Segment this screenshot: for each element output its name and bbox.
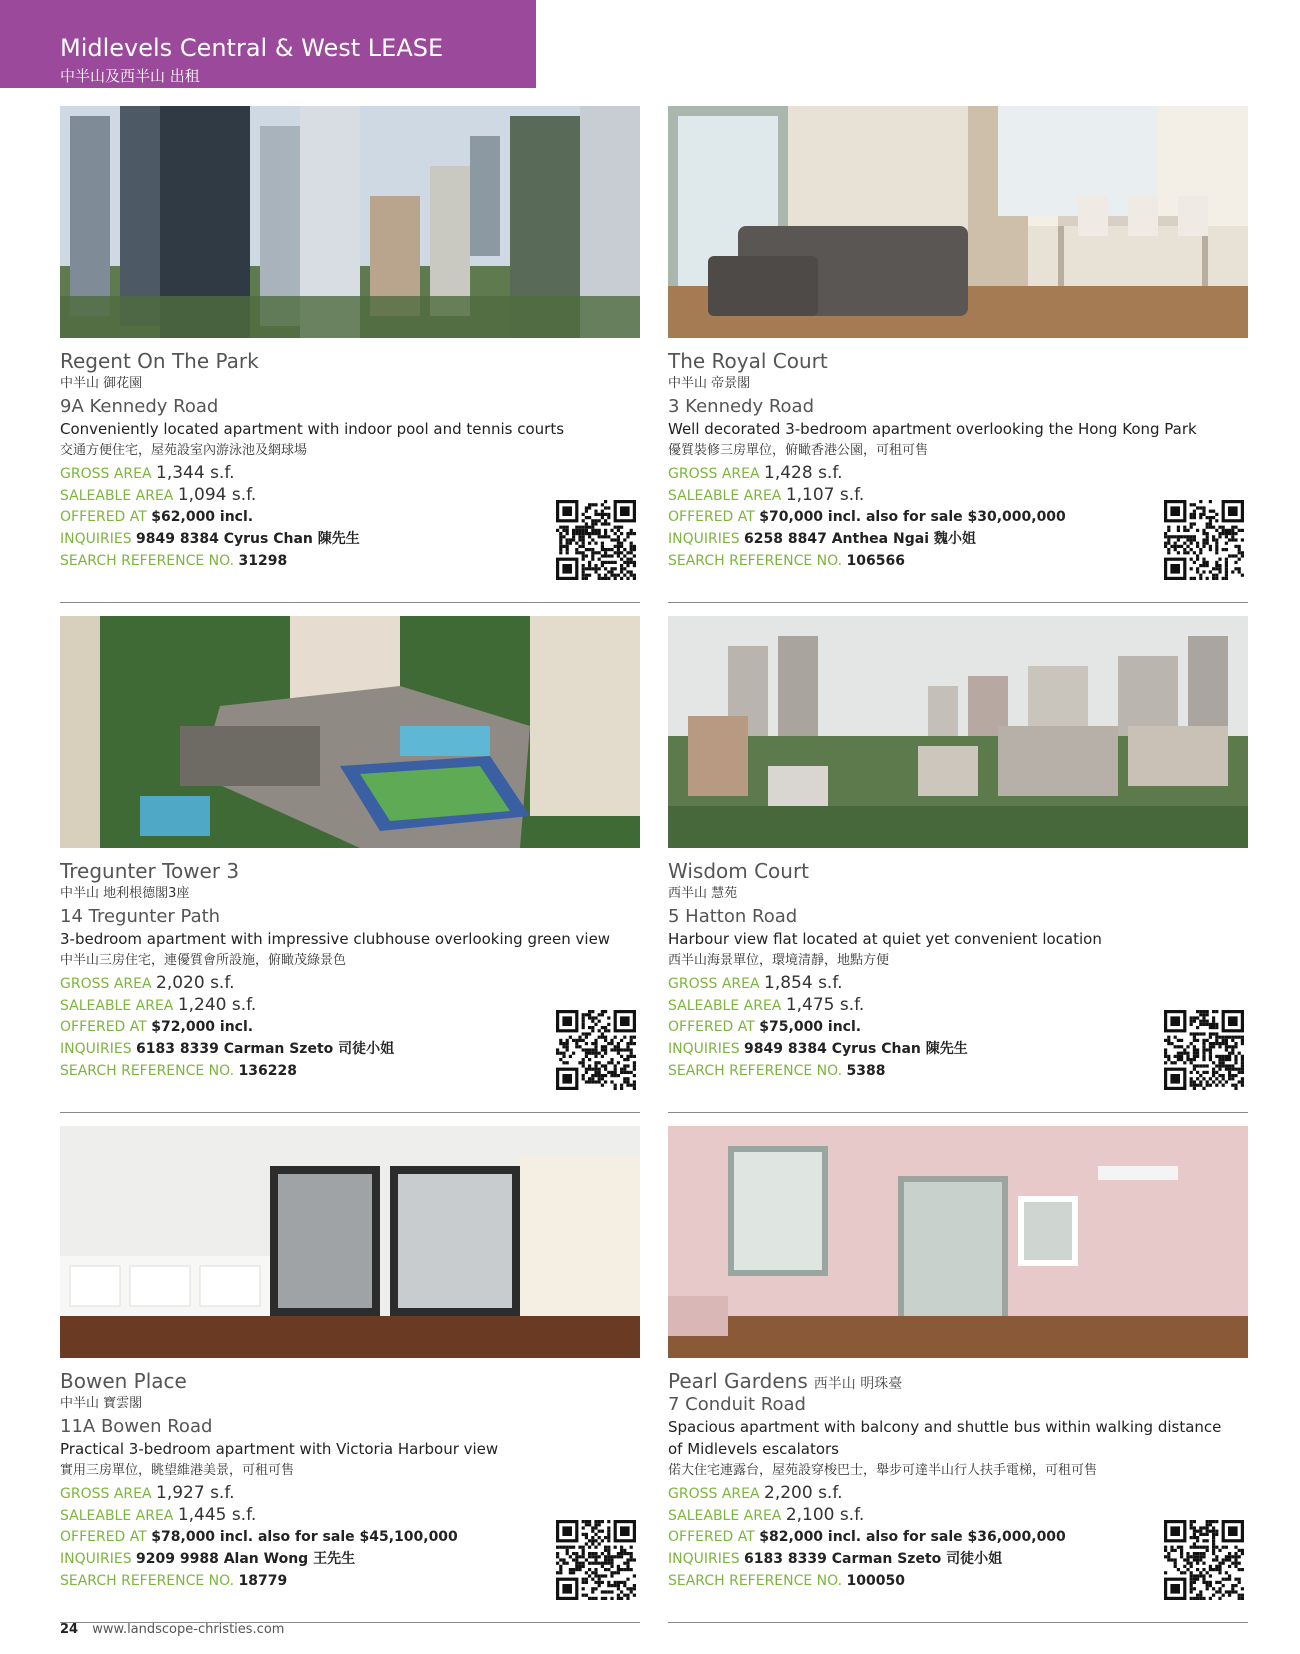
listing-info: [668, 1370, 1248, 1592]
property-address: 5 Hatton Road: [668, 906, 798, 927]
gross-area-value: 1,927 s.f.: [156, 1483, 235, 1503]
search-ref-row: [60, 550, 640, 572]
search-ref-label: SEARCH REFERENCE NO.: [60, 1573, 235, 1589]
offered-at-label: OFFERED AT: [668, 1019, 755, 1035]
section-title: Midlevels Central & West LEASE: [60, 34, 444, 62]
offered-at-row: [668, 506, 1248, 528]
offered-at-value: $75,000 incl.: [759, 1019, 862, 1035]
saleable-area-label: SALEABLE AREA: [60, 488, 174, 504]
property-photo: [668, 616, 1248, 848]
gross-area-row: [668, 1482, 1248, 1504]
search-ref-label: SEARCH REFERENCE NO.: [668, 1573, 843, 1589]
inquiries-value: 9849 8384 Cyrus Chan 陳先生: [744, 1041, 968, 1057]
search-ref-value: 5388: [846, 1063, 886, 1079]
property-address: 9A Kennedy Road: [60, 396, 219, 417]
offered-at-value: $82,000 incl. also for sale $36,000,000: [759, 1529, 1066, 1545]
gross-area-label: GROSS AREA: [60, 1486, 152, 1502]
property-address: 14 Tregunter Path: [60, 906, 221, 927]
page-number: 24: [60, 1622, 79, 1637]
saleable-area-value: 1,475 s.f.: [785, 995, 865, 1015]
saleable-area-row: [60, 1504, 640, 1526]
gross-area-label: GROSS AREA: [668, 1486, 760, 1502]
inquiries-label: INQUIRIES: [668, 531, 740, 547]
property-photo: [60, 106, 640, 338]
saleable-area-value: 1,107 s.f.: [785, 485, 865, 505]
offered-at-label: OFFERED AT: [60, 1529, 147, 1545]
property-name: Regent On The Park: [60, 349, 259, 373]
inquiries-value: 6183 8339 Carman Szeto 司徒小姐: [136, 1041, 395, 1057]
property-description-zh: 偌大住宅連露台，屋苑設穿梭巴士，舉步可達半山行人扶手電梯，可租可售: [668, 1463, 1098, 1478]
saleable-area-row: [60, 994, 640, 1016]
property-address: 11A Bowen Road: [60, 1416, 213, 1437]
property-description-zh: 交通方便住宅，屋苑設室內游泳池及網球場: [60, 443, 308, 458]
inquiries-row: [668, 1038, 1248, 1060]
property-name-zh: 中半山 地利根德閣3座: [60, 886, 190, 901]
search-ref-value: 136228: [238, 1063, 297, 1079]
property-description: 3-bedroom apartment with impressive clubhouse overlooking green view: [60, 930, 611, 948]
property-name-zh: 西半山 明珠臺: [813, 1376, 903, 1392]
saleable-area-label: SALEABLE AREA: [668, 1508, 782, 1524]
saleable-area-value: 1,445 s.f.: [177, 1505, 257, 1525]
saleable-area-row: [668, 1504, 1248, 1526]
search-ref-value: 106566: [846, 553, 905, 569]
property-address: 7 Conduit Road: [668, 1394, 806, 1415]
saleable-area-row: [668, 484, 1248, 506]
listing-info: [60, 860, 640, 1082]
saleable-area-value: 1,240 s.f.: [177, 995, 257, 1015]
offered-at-label: OFFERED AT: [60, 1019, 147, 1035]
listing-card: [668, 616, 1248, 1128]
qr-code-icon[interactable]: [1164, 1520, 1244, 1600]
offered-at-row: [668, 1526, 1248, 1548]
gross-area-label: GROSS AREA: [668, 466, 760, 482]
property-name-row: [668, 1370, 1248, 1393]
inquiries-row: [60, 528, 640, 550]
listing-card: [60, 106, 640, 618]
qr-code-icon[interactable]: [556, 1520, 636, 1600]
gross-area-value: 1,854 s.f.: [764, 973, 843, 993]
property-description-continued: of Midlevels escalators: [668, 1440, 839, 1458]
saleable-area-label: SALEABLE AREA: [60, 1508, 174, 1524]
inquiries-label: INQUIRIES: [60, 1551, 132, 1567]
divider: [60, 602, 640, 603]
listing-card: [668, 1126, 1248, 1638]
saleable-area-row: [60, 484, 640, 506]
property-name-zh: 中半山 帝景閣: [668, 376, 751, 391]
search-ref-row: [60, 1060, 640, 1082]
listing-info: [60, 1370, 640, 1592]
inquiries-value: 9849 8384 Cyrus Chan 陳先生: [136, 531, 360, 547]
inquiries-label: INQUIRIES: [60, 1041, 132, 1057]
gross-area-label: GROSS AREA: [60, 976, 152, 992]
gross-area-row: [668, 462, 1248, 484]
inquiries-label: INQUIRIES: [60, 531, 132, 547]
offered-at-row: [60, 1016, 640, 1038]
gross-area-value: 2,200 s.f.: [764, 1483, 843, 1503]
inquiries-label: INQUIRIES: [668, 1041, 740, 1057]
search-ref-row: [668, 1570, 1248, 1592]
divider: [668, 1622, 1248, 1623]
listing-card: [60, 616, 640, 1128]
website-link[interactable]: www.landscope-christies.com: [92, 1622, 285, 1637]
gross-area-row: [668, 972, 1248, 994]
qr-code-icon[interactable]: [556, 500, 636, 580]
offered-at-label: OFFERED AT: [668, 1529, 755, 1545]
property-description: Conveniently located apartment with indoor pool and tennis courts: [60, 420, 565, 438]
property-photo: [60, 616, 640, 848]
search-ref-label: SEARCH REFERENCE NO.: [60, 1063, 235, 1079]
offered-at-row: [60, 506, 640, 528]
property-photo: [668, 106, 1248, 338]
offered-at-value: $62,000 incl.: [151, 509, 254, 525]
offered-at-value: $70,000 incl. also for sale $30,000,000: [759, 509, 1066, 525]
page-footer: [60, 1622, 284, 1637]
saleable-area-value: 2,100 s.f.: [785, 1505, 865, 1525]
saleable-area-row: [668, 994, 1248, 1016]
listing-card: [60, 1126, 640, 1638]
offered-at-label: OFFERED AT: [668, 509, 755, 525]
inquiries-value: 6258 8847 Anthea Ngai 魏小姐: [744, 531, 976, 547]
gross-area-row: [60, 1482, 640, 1504]
property-name: Wisdom Court: [668, 859, 810, 883]
gross-area-row: [60, 462, 640, 484]
qr-code-icon[interactable]: [1164, 500, 1244, 580]
section-header: [0, 0, 536, 88]
divider: [668, 602, 1248, 603]
search-ref-value: 100050: [846, 1573, 905, 1589]
property-name: Tregunter Tower 3: [60, 859, 240, 883]
gross-area-label: GROSS AREA: [60, 466, 152, 482]
property-description: Well decorated 3-bedroom apartment overlooking the Hong Kong Park: [668, 420, 1197, 438]
property-name: The Royal Court: [668, 349, 828, 373]
listing-info: [668, 860, 1248, 1082]
section-subtitle: 中半山及西半山 出租: [60, 67, 200, 85]
qr-code-icon[interactable]: [556, 1010, 636, 1090]
gross-area-label: GROSS AREA: [668, 976, 760, 992]
offered-at-value: $78,000 incl. also for sale $45,100,000: [151, 1529, 458, 1545]
offered-at-row: [668, 1016, 1248, 1038]
listing-info: [668, 350, 1248, 572]
saleable-area-label: SALEABLE AREA: [668, 488, 782, 504]
inquiries-value: 6183 8339 Carman Szeto 司徒小姐: [744, 1551, 1003, 1567]
saleable-area-value: 1,094 s.f.: [177, 485, 257, 505]
inquiries-row: [60, 1038, 640, 1060]
property-name-zh: 西半山 慧苑: [668, 886, 738, 901]
search-ref-value: 18779: [238, 1573, 288, 1589]
inquiries-value: 9209 9988 Alan Wong 王先生: [136, 1551, 356, 1567]
offered-at-row: [60, 1526, 640, 1548]
search-ref-row: [668, 1060, 1248, 1082]
property-description-zh: 實用三房單位，眺望維港美景，可租可售: [60, 1463, 295, 1478]
inquiries-row: [668, 528, 1248, 550]
property-name: Pearl Gardens: [668, 1369, 808, 1393]
divider: [60, 1112, 640, 1113]
search-ref-label: SEARCH REFERENCE NO.: [668, 553, 843, 569]
property-photo: [668, 1126, 1248, 1358]
inquiries-row: [668, 1548, 1248, 1570]
property-description: Practical 3-bedroom apartment with Victoria Harbour view: [60, 1440, 499, 1458]
gross-area-value: 2,020 s.f.: [156, 973, 235, 993]
divider: [668, 1112, 1248, 1113]
listing-card: [668, 106, 1248, 618]
offered-at-label: OFFERED AT: [60, 509, 147, 525]
search-ref-label: SEARCH REFERENCE NO.: [668, 1063, 843, 1079]
listing-info: [60, 350, 640, 572]
property-description-zh: 中半山三房住宅，連優質會所設施，俯瞰茂綠景色: [60, 953, 347, 968]
offered-at-value: $72,000 incl.: [151, 1019, 254, 1035]
gross-area-row: [60, 972, 640, 994]
search-ref-row: [668, 550, 1248, 572]
inquiries-label: INQUIRIES: [668, 1551, 740, 1567]
property-name-zh: 中半山 御花園: [60, 376, 143, 391]
property-description: Spacious apartment with balcony and shuttle bus within walking distance: [668, 1418, 1222, 1436]
property-name-zh: 中半山 寶雲閣: [60, 1396, 143, 1411]
property-photo: [60, 1126, 640, 1358]
search-ref-value: 31298: [238, 553, 288, 569]
saleable-area-label: SALEABLE AREA: [60, 998, 174, 1014]
gross-area-value: 1,428 s.f.: [764, 463, 843, 483]
property-description-zh: 西半山海景單位，環境清靜，地點方便: [668, 953, 890, 968]
inquiries-row: [60, 1548, 640, 1570]
gross-area-value: 1,344 s.f.: [156, 463, 235, 483]
saleable-area-label: SALEABLE AREA: [668, 998, 782, 1014]
property-description: Harbour view flat located at quiet yet convenient location: [668, 930, 1102, 948]
search-ref-row: [60, 1570, 640, 1592]
property-name: Bowen Place: [60, 1369, 187, 1393]
property-address: 3 Kennedy Road: [668, 396, 815, 417]
property-description-zh: 優質裝修三房單位，俯瞰香港公園，可租可售: [668, 443, 929, 458]
search-ref-label: SEARCH REFERENCE NO.: [60, 553, 235, 569]
qr-code-icon[interactable]: [1164, 1010, 1244, 1090]
